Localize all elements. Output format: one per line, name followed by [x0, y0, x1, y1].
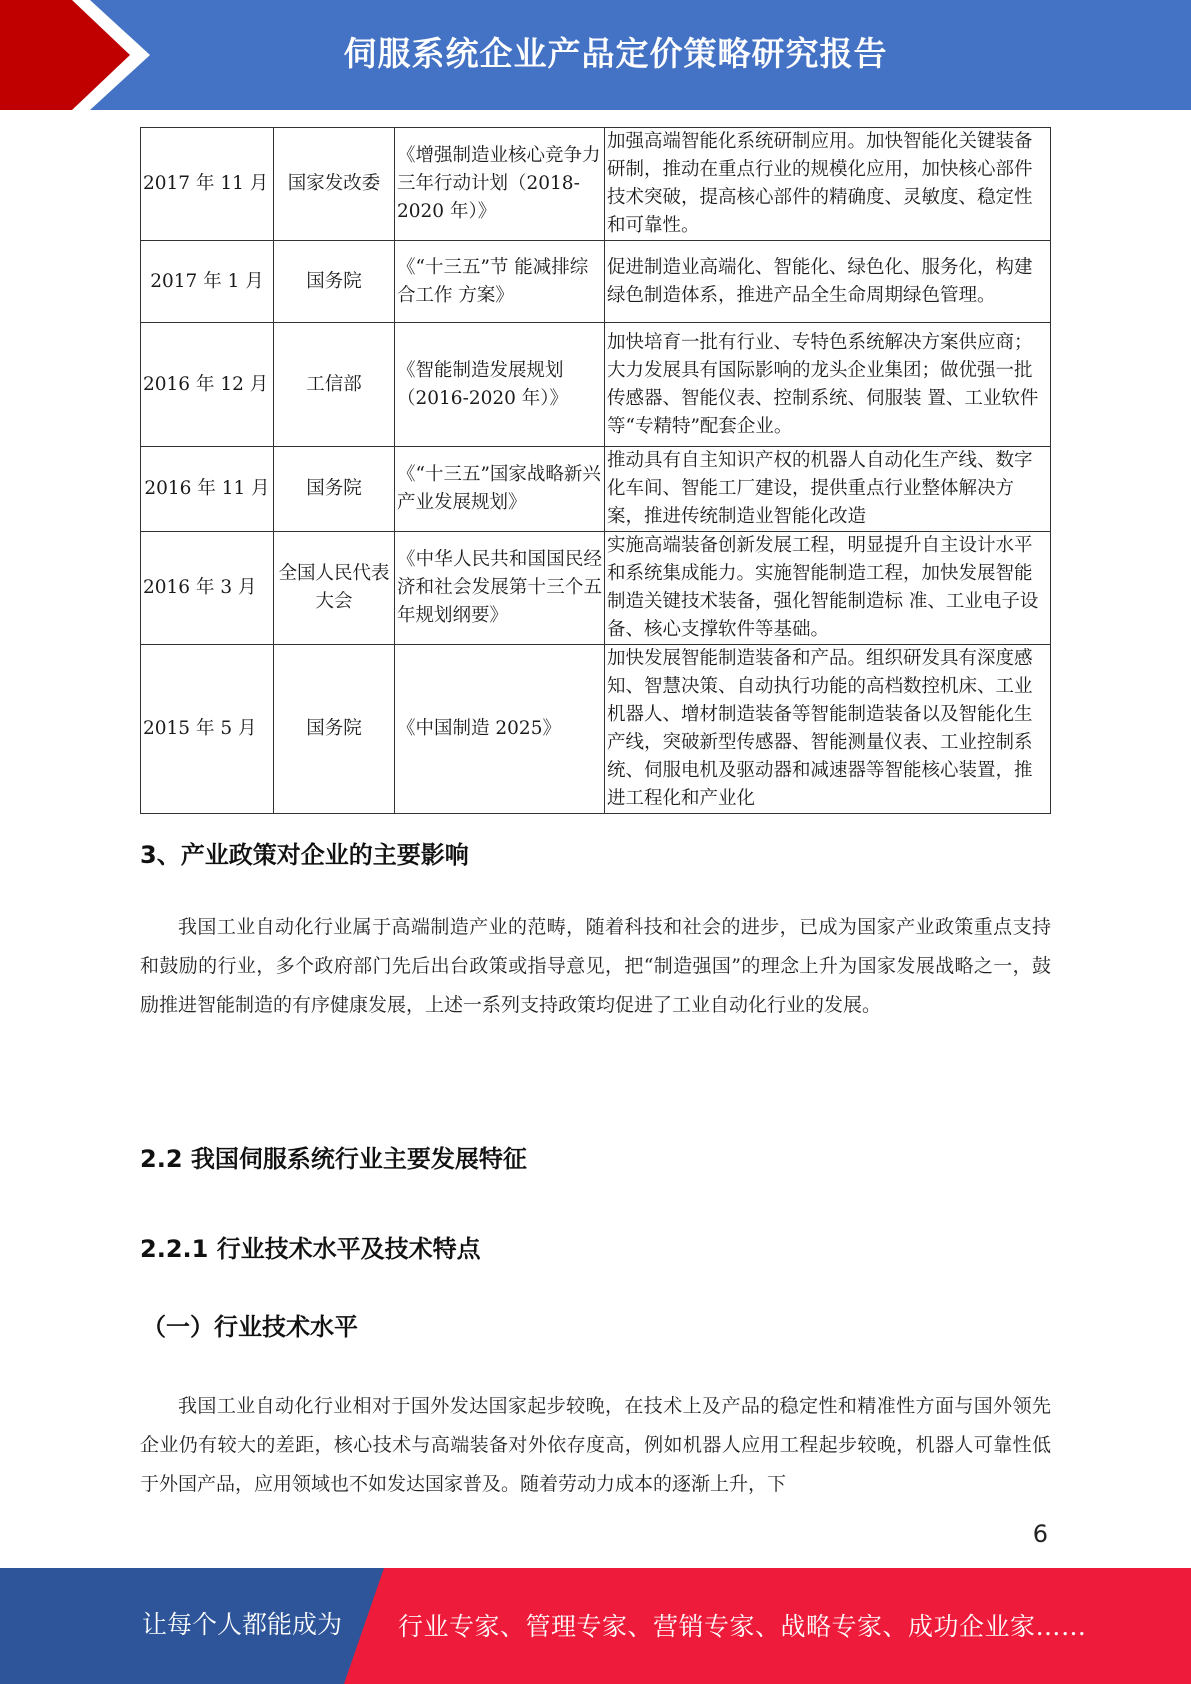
- cell-date: 2017 年 1 月: [141, 241, 274, 323]
- section-heading: 2.2 我国伺服系统行业主要发展特征: [140, 1145, 527, 1173]
- cell-dept: 国务院: [274, 241, 395, 323]
- policy-table: [140, 127, 1051, 814]
- cell-dept: 国家发改委: [274, 128, 395, 241]
- cell-name: 《中国制造 2025》: [395, 645, 605, 814]
- table-row: [141, 323, 1051, 447]
- cell-dept: 国务院: [274, 447, 395, 532]
- section-heading: 3、产业政策对企业的主要影响: [140, 841, 469, 869]
- footer-slogan-right: 行业专家、管理专家、营销专家、战略专家、成功企业家……: [398, 1612, 1087, 1641]
- cell-dept: 国务院: [274, 645, 395, 814]
- cell-desc: 加强高端智能化系统研制应用。加快智能化关键装备研制，推动在重点行业的规模化应用，加快核心部件技术突破，提高核心部件的精确度、灵敏度、稳定性和可靠性。: [605, 128, 1051, 241]
- cell-desc: 加快培育一批有行业、专特色系统解决方案供应商；大力发展具有国际影响的龙头企业集团；做优强一批传感器、智能仪表、控制系统、伺服装 置、工业软件等“专精特”配套企业。: [605, 323, 1051, 447]
- page-footer: [0, 1568, 1191, 1684]
- cell-name: 《“十三五”节 能减排综合工作 方案》: [395, 241, 605, 323]
- cell-name: 《“十三五”国家战略新兴产业发展规划》: [395, 447, 605, 532]
- table-row: [141, 128, 1051, 241]
- cell-date: 2015 年 5 月: [141, 645, 274, 814]
- cell-desc: 推动具有自主知识产权的机器人自动化生产线、数字化车间、智能工厂建设，提供重点行业整体解决方案，推进传统制造业智能化改造: [605, 447, 1051, 532]
- table-row: [141, 447, 1051, 532]
- section-paragraph: 我国工业自动化行业相对于国外发达国家起步较晚，在技术上及产品的稳定性和精准性方面与国外领先企业仍有较大的差距，核心技术与高端装备对外依存度高，例如机器人应用工程起步较晚，机器人可靠性低于外国产品，应用领域也不如发达国家普及。随着劳动力成本的逐渐上升，下: [140, 1395, 1051, 1495]
- cell-date: 2016 年 12 月: [141, 323, 274, 447]
- subsection-heading: （一）行业技术水平: [142, 1313, 358, 1341]
- cell-date: 2016 年 11 月: [141, 447, 274, 532]
- page-header: [0, 0, 1191, 110]
- cell-dept: 工信部: [274, 323, 395, 447]
- cell-dept: 全国人民代表大会: [274, 532, 395, 645]
- table-row: [141, 645, 1051, 814]
- report-title: 伺服系统企业产品定价策略研究报告: [343, 34, 888, 73]
- cell-date: 2016 年 3 月: [141, 532, 274, 645]
- cell-date: 2017 年 11 月: [141, 128, 274, 241]
- subsection-heading: 2.2.1 行业技术水平及技术特点: [140, 1235, 481, 1263]
- section-paragraph: 我国工业自动化行业属于高端制造产业的范畴，随着科技和社会的进步，已成为国家产业政策重点支持和鼓励的行业，多个政府部门先后出台政策或指导意见，把“制造强国”的理念上升为国家发展战略之一，鼓励推进智能制造的有序健康发展，上述一系列支持政策均促进了工业自动化行业的发展。: [140, 916, 1051, 1016]
- cell-name: 《智能制造发展规划（2016-2020 年）》: [395, 323, 605, 447]
- cell-desc: 加快发展智能制造装备和产品。组织研发具有深度感知、智慧决策、自动执行功能的高档数控机床、工业机器人、增材制造装备等智能制造装备以及智能化生产线，突破新型传感器、智能测量仪表、工业控制系统、伺服电机及驱动器和减速器等智能核心装置，推进工程化和产业化: [605, 645, 1051, 814]
- cell-name: 《增强制造业核心竞争力三年行动计划（2018-2020 年）》: [395, 128, 605, 241]
- cell-name: 《中华人民共和国国民经济和社会发展第十三个五年规划纲要》: [395, 532, 605, 645]
- page-number: 6: [1032, 1520, 1048, 1548]
- table-row: [141, 532, 1051, 645]
- footer-slogan-left: 让每个人都能成为: [142, 1610, 343, 1639]
- cell-desc: 实施高端装备创新发展工程，明显提升自主设计水平和系统集成能力。实施智能制造工程，加快发展智能制造关键技术装备，强化智能制造标 准、工业电子设备、核心支撑软件等基础。: [605, 532, 1051, 645]
- table-row: [141, 241, 1051, 323]
- cell-desc: 促进制造业高端化、智能化、绿色化、服务化，构建绿色制造体系，推进产品全生命周期绿色管理。: [605, 241, 1051, 323]
